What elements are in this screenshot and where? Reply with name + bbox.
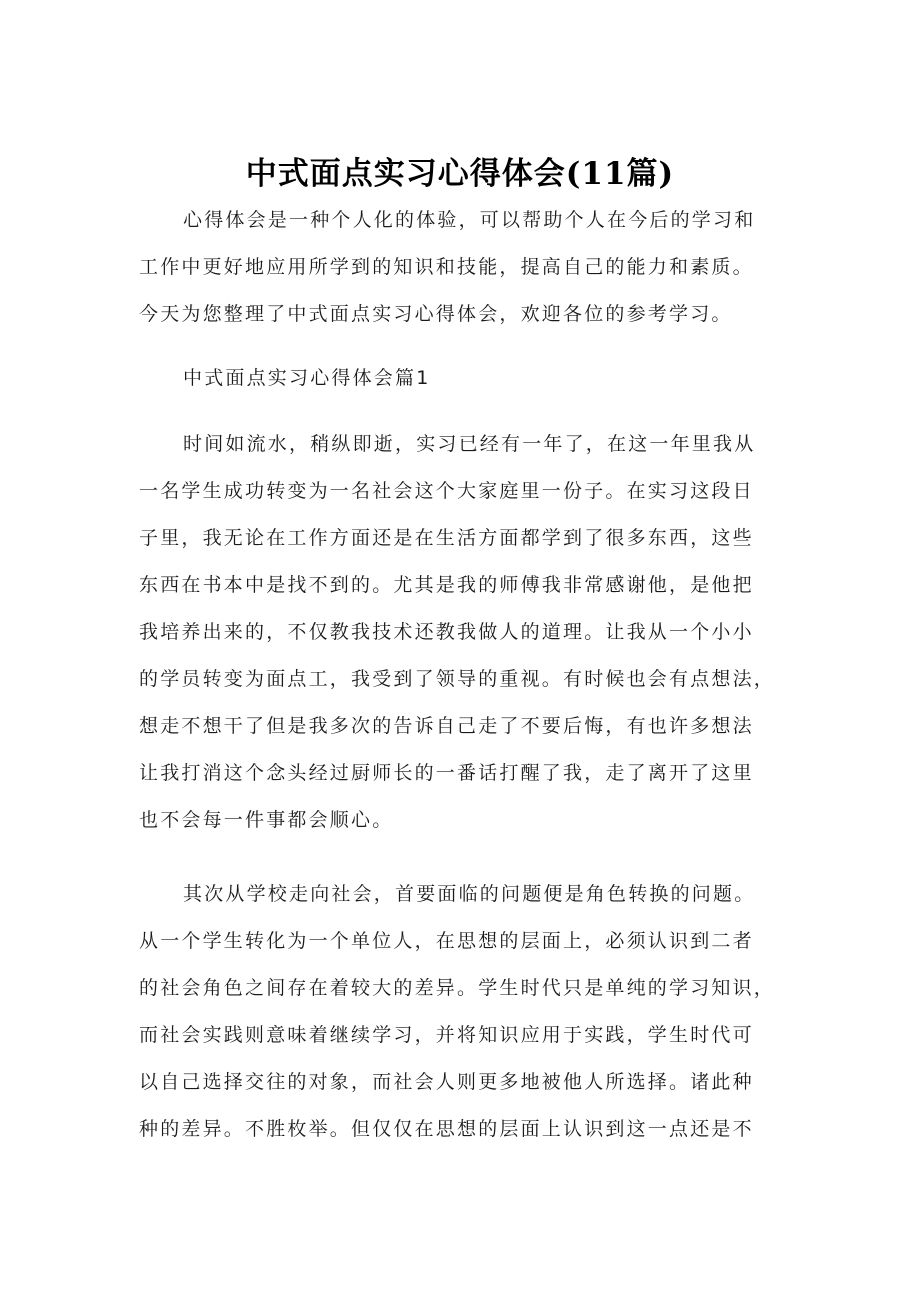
- paragraph-line: 种的差异。不胜枚举。但仅仅在思想的层面上认识到这一点还是不: [139, 1118, 754, 1140]
- intro-line: 心得体会是一种个人化的体验，可以帮助个人在今后的学习和: [183, 209, 756, 231]
- paragraph-line: 的学员转变为面点工，我受到了领导的重视。有时候也会有点想法，: [139, 668, 776, 690]
- paragraph-line: 的社会角色之间存在着较大的差异。学生时代只是单纯的学习知识，: [139, 977, 776, 999]
- paragraph-line: 子里，我无论在工作方面还是在生活方面都学到了很多东西，这些: [139, 527, 754, 549]
- section-heading: 中式面点实习心得体会篇1: [183, 367, 431, 389]
- intro-line: 今天为您整理了中式面点实习心得体会，欢迎各位的参考学习。: [139, 303, 733, 325]
- paragraph-line: 让我打消这个念头经过厨师长的一番话打醒了我，走了离开了这里: [139, 762, 754, 784]
- paragraph-line: 一名学生成功转变为一名社会这个大家庭里一份子。在实习这段日: [139, 480, 754, 502]
- paragraph-line: 想走不想干了但是我多次的告诉自己走了不要后悔，有也许多想法: [139, 715, 754, 737]
- paragraph-line: 东西在书本中是找不到的。尤其是我的师傅我非常感谢他，是他把: [139, 574, 754, 596]
- paragraph-line: 而社会实践则意味着继续学习，并将知识应用于实践，学生时代可: [139, 1024, 754, 1046]
- paragraph-line: 以自己选择交往的对象，而社会人则更多地被他人所选择。诸此种: [139, 1071, 754, 1093]
- paragraph-line: 也不会每一件事都会顺心。: [139, 809, 394, 831]
- paragraph-line: 从一个学生转化为一个单位人，在思想的层面上，必须认识到二者: [139, 930, 754, 952]
- document-title: 中式面点实习心得体会(11篇): [245, 156, 675, 192]
- paragraph-line: 我培养出来的，不仅教我技术还教我做人的道理。让我从一个小小: [139, 621, 754, 643]
- paragraph-line: 时间如流水，稍纵即逝，实习已经有一年了，在这一年里我从: [183, 433, 756, 455]
- intro-line: 工作中更好地应用所学到的知识和技能，提高自己的能力和素质。: [139, 256, 754, 278]
- paragraph-line: 其次从学校走向社会，首要面临的问题便是角色转换的问题。: [183, 883, 756, 905]
